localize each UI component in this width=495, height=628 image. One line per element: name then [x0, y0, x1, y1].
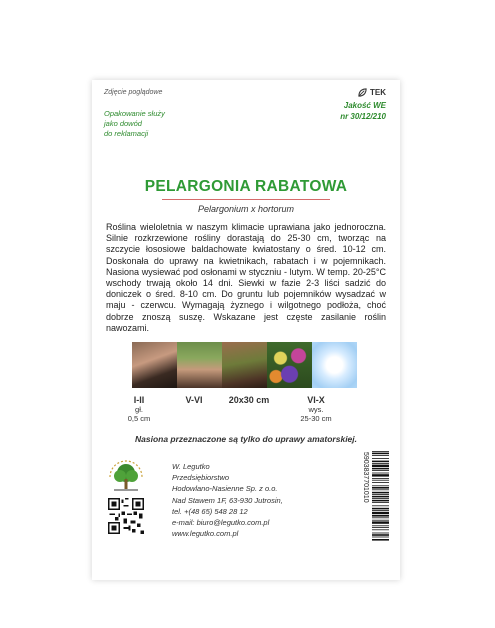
tek-mark: [358, 88, 386, 97]
proof-note-line: Opakowanie służy: [104, 109, 165, 118]
proof-note-line: do reklamacji: [104, 129, 149, 138]
company-line: Nad Stawem 1F, 63-930 Jutrosin,: [172, 495, 283, 505]
barcode-number: 5903837701010: [362, 452, 369, 503]
photo-sowing: [132, 342, 177, 388]
product-title: PELARGONIA RABATOWA: [144, 178, 348, 195]
photo-seedlings: [177, 342, 222, 388]
company-email: e-mail: biuro@legutko.com.pl: [172, 518, 270, 528]
proof-note: [104, 109, 165, 139]
barcode-bar: [372, 461, 389, 463]
seed-packet: [92, 80, 400, 580]
barcode-bar: [372, 510, 389, 511]
barcode-bar: [372, 525, 389, 526]
proof-note-line: jako dowód: [104, 119, 142, 128]
barcode-bar: [372, 458, 389, 459]
quality-info: [340, 100, 386, 122]
barcode-bar: [372, 463, 389, 464]
company-line: Przedsiębiorstwo: [172, 473, 230, 483]
stat-flowering: [291, 396, 341, 423]
legutko-logo-icon: [106, 457, 146, 495]
sun-icon: [312, 342, 357, 388]
barcode-bar: [372, 529, 389, 530]
barcode-bar: [372, 520, 389, 521]
preview-note: Zdjęcie poglądowe: [104, 89, 163, 96]
barcode-bar: [372, 451, 389, 452]
barcode-bar: [372, 489, 389, 490]
qr-code-icon: [108, 498, 144, 534]
barcode-bar: [372, 480, 389, 481]
barcode-bar: [372, 537, 389, 538]
barcode-bar: [372, 534, 389, 536]
barcode-bar: [372, 465, 389, 467]
barcode-bar: [372, 512, 389, 514]
company-line: tel. +(48 65) 548 28 12: [172, 506, 248, 516]
barcode-bar: [372, 505, 389, 506]
photo-planting: [222, 342, 267, 388]
company-website: www.legutko.com.pl: [172, 529, 239, 539]
barcode-bar: [372, 500, 389, 502]
stat-spacing: [224, 396, 274, 405]
growing-photos: [132, 342, 357, 388]
barcode-bar: [372, 539, 389, 541]
barcode-bar: [372, 496, 389, 498]
barcode-bar: [372, 515, 389, 517]
barcode-bar: [372, 474, 389, 476]
quality-line: Jakość WE: [343, 101, 386, 110]
company-line: W. Legutko: [172, 462, 210, 471]
title-divider: [162, 199, 330, 200]
stat-sub: wys.: [308, 405, 324, 414]
stat-sub: 0,5 cm: [127, 414, 151, 423]
stat-planting: [179, 396, 209, 405]
barcode-bar: [372, 455, 389, 456]
barcode-bar: [372, 487, 389, 489]
barcode-bar: [372, 470, 389, 471]
barcode-bar: [372, 473, 389, 474]
stat-value: VI-X: [307, 395, 325, 405]
barcode-bar: [372, 453, 389, 455]
barcode-bar: [372, 498, 389, 499]
quality-line: nr 30/12/210: [340, 112, 386, 121]
barcode-bar: [372, 468, 389, 470]
product-description: Roślina wieloletnia w naszym klimacie uprawiana jako jednoroczna. Silnie rozkrzewione rośliny dorastają do 25-30 cm, tworząc na szczycie łososiowe baldachowate kwiatostany o śred. 10-12 cm. Doskonała do uprawy na kwietnikach, rabatach i w pojemnikach. Nasiona wysiewać pod osłonami w styczniu - lutym. W temp. 20-25°C wschody trwają około 14 dni. Siewki w fazie 2-3 liści sadzić do doniczek o śred. 8-10 cm. Do gruntu lub pojemników wysadzać w maju - czerwcu. Wymagają żyznego i wilgotnego podłoża, choć dobrze znoszą suszę. Wskazane jest częste zasilanie roślin nawozami.: [106, 222, 386, 333]
barcode-bar: [372, 517, 389, 518]
barcode: [360, 450, 390, 542]
photo-flowers: [267, 342, 312, 388]
company-info: [172, 461, 283, 539]
leaf-icon: [358, 88, 367, 97]
stat-value: V-VI: [185, 395, 203, 405]
barcode-bar: [372, 492, 389, 494]
stat-sowing: [124, 396, 154, 423]
growing-stats: [124, 396, 374, 436]
barcode-bar: [372, 494, 389, 495]
barcode-bar: [372, 533, 389, 534]
stat-value: 20x30 cm: [228, 395, 270, 405]
barcode-bar: [372, 508, 389, 510]
barcode-bar: [372, 485, 389, 486]
amateur-note: Nasiona przeznaczone są tylko do uprawy amatorskiej.: [134, 434, 358, 444]
barcode-bar: [372, 527, 389, 528]
latin-name: Pelargonium x hortorum: [197, 204, 295, 214]
barcode-bar: [372, 502, 389, 503]
stat-sub: gł.: [135, 405, 143, 414]
stat-value: I-II: [133, 395, 145, 405]
barcode-bar: [372, 521, 389, 523]
barcode-bar: [372, 482, 389, 483]
company-line: Hodowlano-Nasienne Sp. z o.o.: [172, 484, 278, 494]
barcode-bar: [372, 478, 389, 479]
stat-sub: 25-30 cm: [300, 414, 332, 423]
tek-label: TEK: [370, 88, 386, 97]
